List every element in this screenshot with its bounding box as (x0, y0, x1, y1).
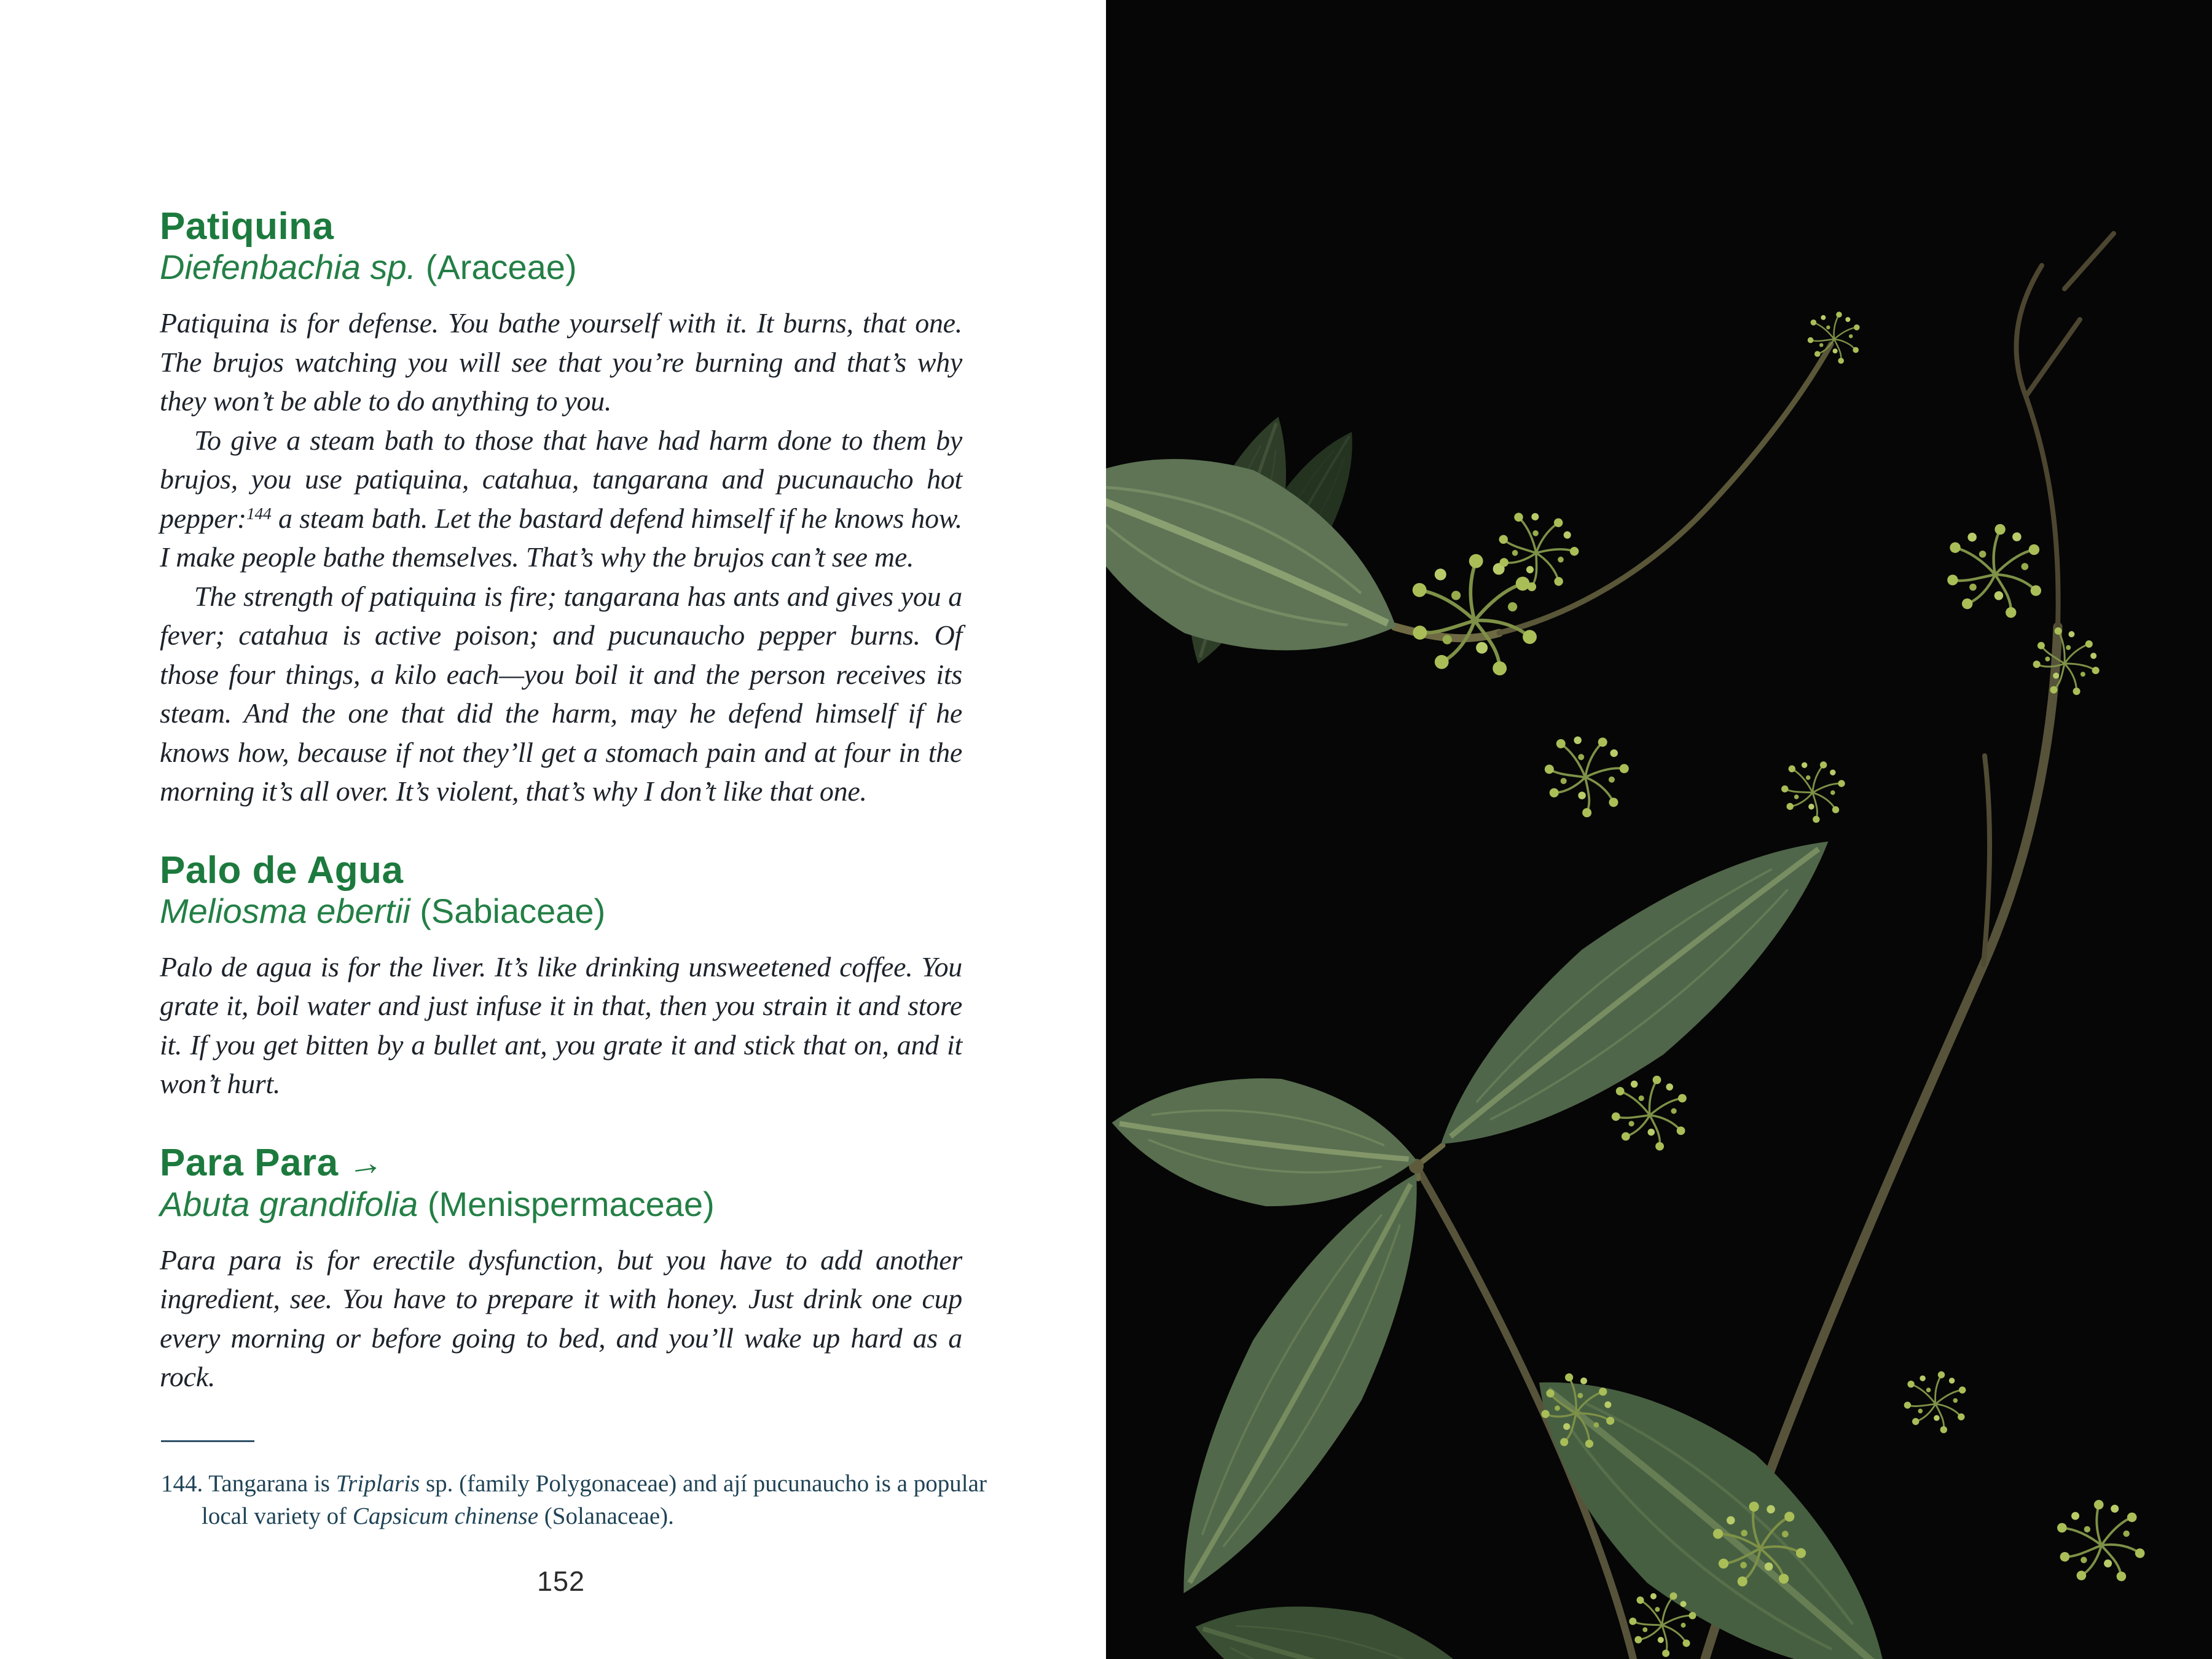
footnote-text: sp. (family Polygonaceae) and ají pucunaucho is a popular local variety of (202, 1470, 987, 1529)
species-latin: Meliosma ebertii (160, 891, 410, 930)
entry-para-para (160, 1140, 962, 1397)
entry-title-text: Patiquina (160, 205, 334, 248)
paragraph-text: a steam bath. Let the bastard defend himself if he knows how. I make people bathe themselves. That’s why the brujos can’t see me. (160, 502, 962, 573)
species-family: (Sabiaceae) (410, 891, 606, 930)
botanical-photo (1106, 0, 2212, 1659)
page-number: 152 (536, 1566, 586, 1597)
body-paragraph: Palo de agua is for the liver. It’s like drinking unsweetened coffee. You grate it, boil water and just infuse it in that, then you strain it and store it. If you get bitten by a bullet ant, you grate it and stick that on, and it won’t hurt. (160, 951, 962, 1099)
body-paragraph: The strength of patiquina is fire; tangarana has ants and gives you a fever; catahua is active poison; and pucunaucho pepper burns. Of those four things, a kilo each—you boil it and the person receives its steam. And the one that did the harm, may he defend himself if he knows how, because if not they’ll get a stomach pain and at four in the morning it’s all over. It’s violent, that’s why I don’t like that one. (160, 580, 962, 807)
body-paragraph: Para para is for erectile dysfunction, but you have to add another ingredient, see. You have to prepare it with honey. Just drink one cup every morning or before going to bed, and you’ll wake up hard as a rock. (160, 1244, 962, 1392)
page-content (160, 206, 962, 1397)
body-paragraph (160, 421, 962, 577)
body-paragraph: Patiquina is for defense. You bathe yourself with it. It burns, that one. The brujos watching you will see that you’re burning and that’s why they won’t be able to do anything to you. (160, 307, 962, 417)
footnote (161, 1467, 1013, 1532)
footnote-marker: 144 (246, 503, 272, 523)
species-line (160, 891, 962, 931)
entry-title-text: Palo de Agua (160, 849, 404, 892)
entry-palo-de-agua (160, 850, 962, 1104)
footnote-text: 144. Tangarana is (161, 1470, 336, 1497)
species-line (160, 1184, 962, 1225)
species-family: (Menispermaceae) (418, 1184, 715, 1223)
paragraph-text: To give a steam bath to those that have had harm done to them by brujos, you use patiquina, catahua, tangarana and pucunaucho hot pepper: (160, 424, 962, 534)
species-line (160, 247, 962, 288)
entry-title (160, 850, 962, 891)
right-arrow-icon: → (344, 1140, 386, 1186)
footnote-rule (161, 1440, 254, 1442)
entry-patiquina (160, 206, 962, 811)
entry-title (160, 206, 962, 247)
entry-title (160, 1140, 962, 1186)
footnote-text: (Solanaceae). (538, 1503, 674, 1529)
botanical-photo-art (1106, 0, 2212, 1659)
species-latin: Diefenbachia sp. (160, 248, 417, 286)
species-latin: Abuta grandifolia (160, 1184, 418, 1223)
entry-title-text: Para Para (160, 1141, 339, 1184)
species-family: (Araceae) (416, 248, 577, 286)
footnote-latin: Capsicum chinense (352, 1503, 539, 1529)
footnote-latin: Triplaris (335, 1470, 420, 1497)
